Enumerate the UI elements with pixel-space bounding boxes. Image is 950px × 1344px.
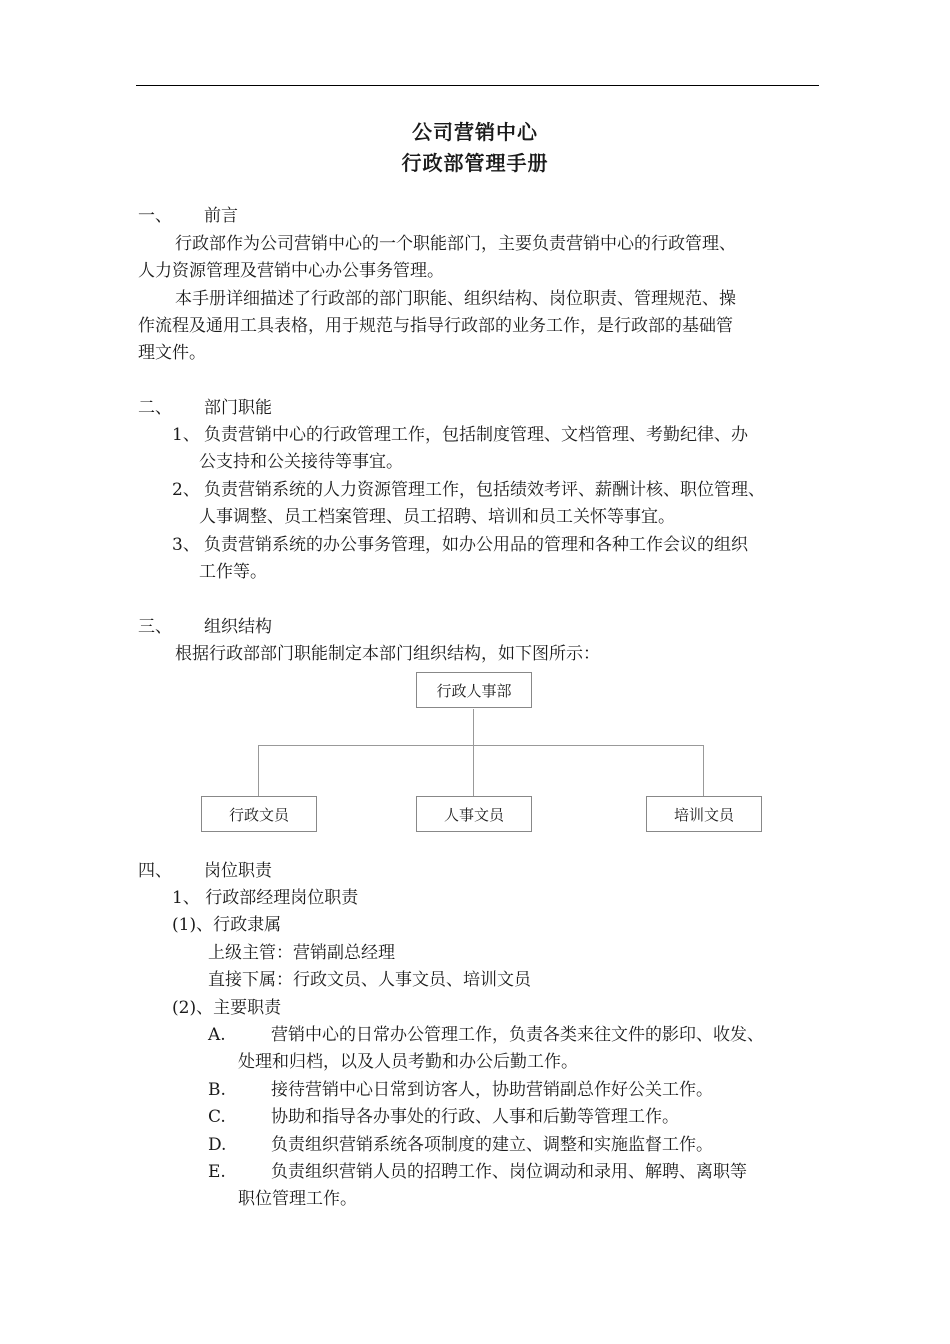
- section-3-number: 三、: [138, 617, 172, 637]
- section-4-number: 四、: [138, 861, 172, 881]
- paragraph-line: 根据行政部部门职能制定本部门组织结构，如下图所示：: [175, 644, 600, 664]
- subsection-heading: (1)、行政隶属: [172, 915, 282, 935]
- list-item-text: 负责营销系统的人力资源管理工作，包括绩效考评、薪酬计核、职位管理、: [204, 480, 765, 500]
- org-connector: [703, 745, 704, 796]
- org-connector: [258, 745, 704, 746]
- org-connector: [473, 709, 474, 746]
- section-2-number: 二、: [138, 398, 172, 418]
- list-item-text: 负责营销中心的行政管理工作，包括制度管理、文档管理、考勤纪律、办: [204, 425, 748, 445]
- duty-key: D.: [208, 1135, 227, 1155]
- subsection-heading: 1、 行政部经理岗位职责: [172, 888, 359, 908]
- header-rule: [136, 85, 819, 86]
- duty-text: 职位管理工作。: [238, 1189, 357, 1209]
- org-node-child: 人事文员: [416, 796, 532, 832]
- subordinates-line: 直接下属：行政文员、人事文员、培训文员: [208, 970, 531, 990]
- duty-text: 处理和归档，以及人员考勤和办公后勤工作。: [238, 1052, 578, 1072]
- title-manual: 行政部管理手册: [401, 151, 549, 175]
- duty-text: 负责组织营销人员的招聘工作、岗位调动和录用、解聘、离职等: [271, 1162, 747, 1182]
- section-3-heading: 组织结构: [204, 617, 272, 637]
- list-item-text: 工作等。: [199, 562, 267, 582]
- list-item-number: 2、: [172, 480, 200, 500]
- duty-key: E.: [208, 1162, 226, 1182]
- duty-text: 接待营销中心日常到访客人，协助营销副总作好公关工作。: [271, 1080, 713, 1100]
- duty-key: C.: [208, 1107, 226, 1127]
- org-connector: [258, 745, 259, 796]
- subsection-heading: (2)、主要职责: [172, 998, 282, 1018]
- list-item-number: 1、: [172, 425, 200, 445]
- paragraph-line: 理文件。: [138, 343, 206, 363]
- list-item-text: 公支持和公关接待等事宜。: [199, 452, 403, 472]
- duty-key: B.: [208, 1080, 226, 1100]
- paragraph-line: 本手册详细描述了行政部的部门职能、组织结构、岗位职责、管理规范、操: [175, 289, 736, 309]
- duty-text: 负责组织营销系统各项制度的建立、调整和实施监督工作。: [271, 1135, 713, 1155]
- paragraph-line: 人力资源管理及营销中心办公事务管理。: [138, 261, 444, 281]
- section-1-number: 一、: [138, 206, 172, 226]
- section-2-heading: 部门职能: [204, 398, 272, 418]
- duty-key: A.: [208, 1025, 226, 1045]
- supervisor-line: 上级主管：营销副总经理: [208, 943, 395, 963]
- org-connector: [473, 745, 474, 796]
- list-item-text: 负责营销系统的办公事务管理，如办公用品的管理和各种工作会议的组织: [204, 535, 748, 555]
- duty-text: 营销中心的日常办公管理工作，负责各类来往文件的影印、收发、: [271, 1025, 764, 1045]
- org-node-root: 行政人事部: [416, 672, 532, 708]
- list-item-text: 人事调整、员工档案管理、员工招聘、培训和员工关怀等事宜。: [199, 507, 675, 527]
- org-node-child: 行政文员: [201, 796, 317, 832]
- duty-text: 协助和指导各办事处的行政、人事和后勤等管理工作。: [271, 1107, 679, 1127]
- title-company: 公司营销中心: [412, 120, 538, 144]
- section-4-heading: 岗位职责: [204, 861, 272, 881]
- paragraph-line: 作流程及通用工具表格，用于规范与指导行政部的业务工作，是行政部的基础管: [138, 316, 733, 336]
- section-1-heading: 前言: [204, 206, 238, 226]
- org-node-child: 培训文员: [646, 796, 762, 832]
- list-item-number: 3、: [172, 535, 200, 555]
- paragraph-line: 行政部作为公司营销中心的一个职能部门，主要负责营销中心的行政管理、: [175, 234, 736, 254]
